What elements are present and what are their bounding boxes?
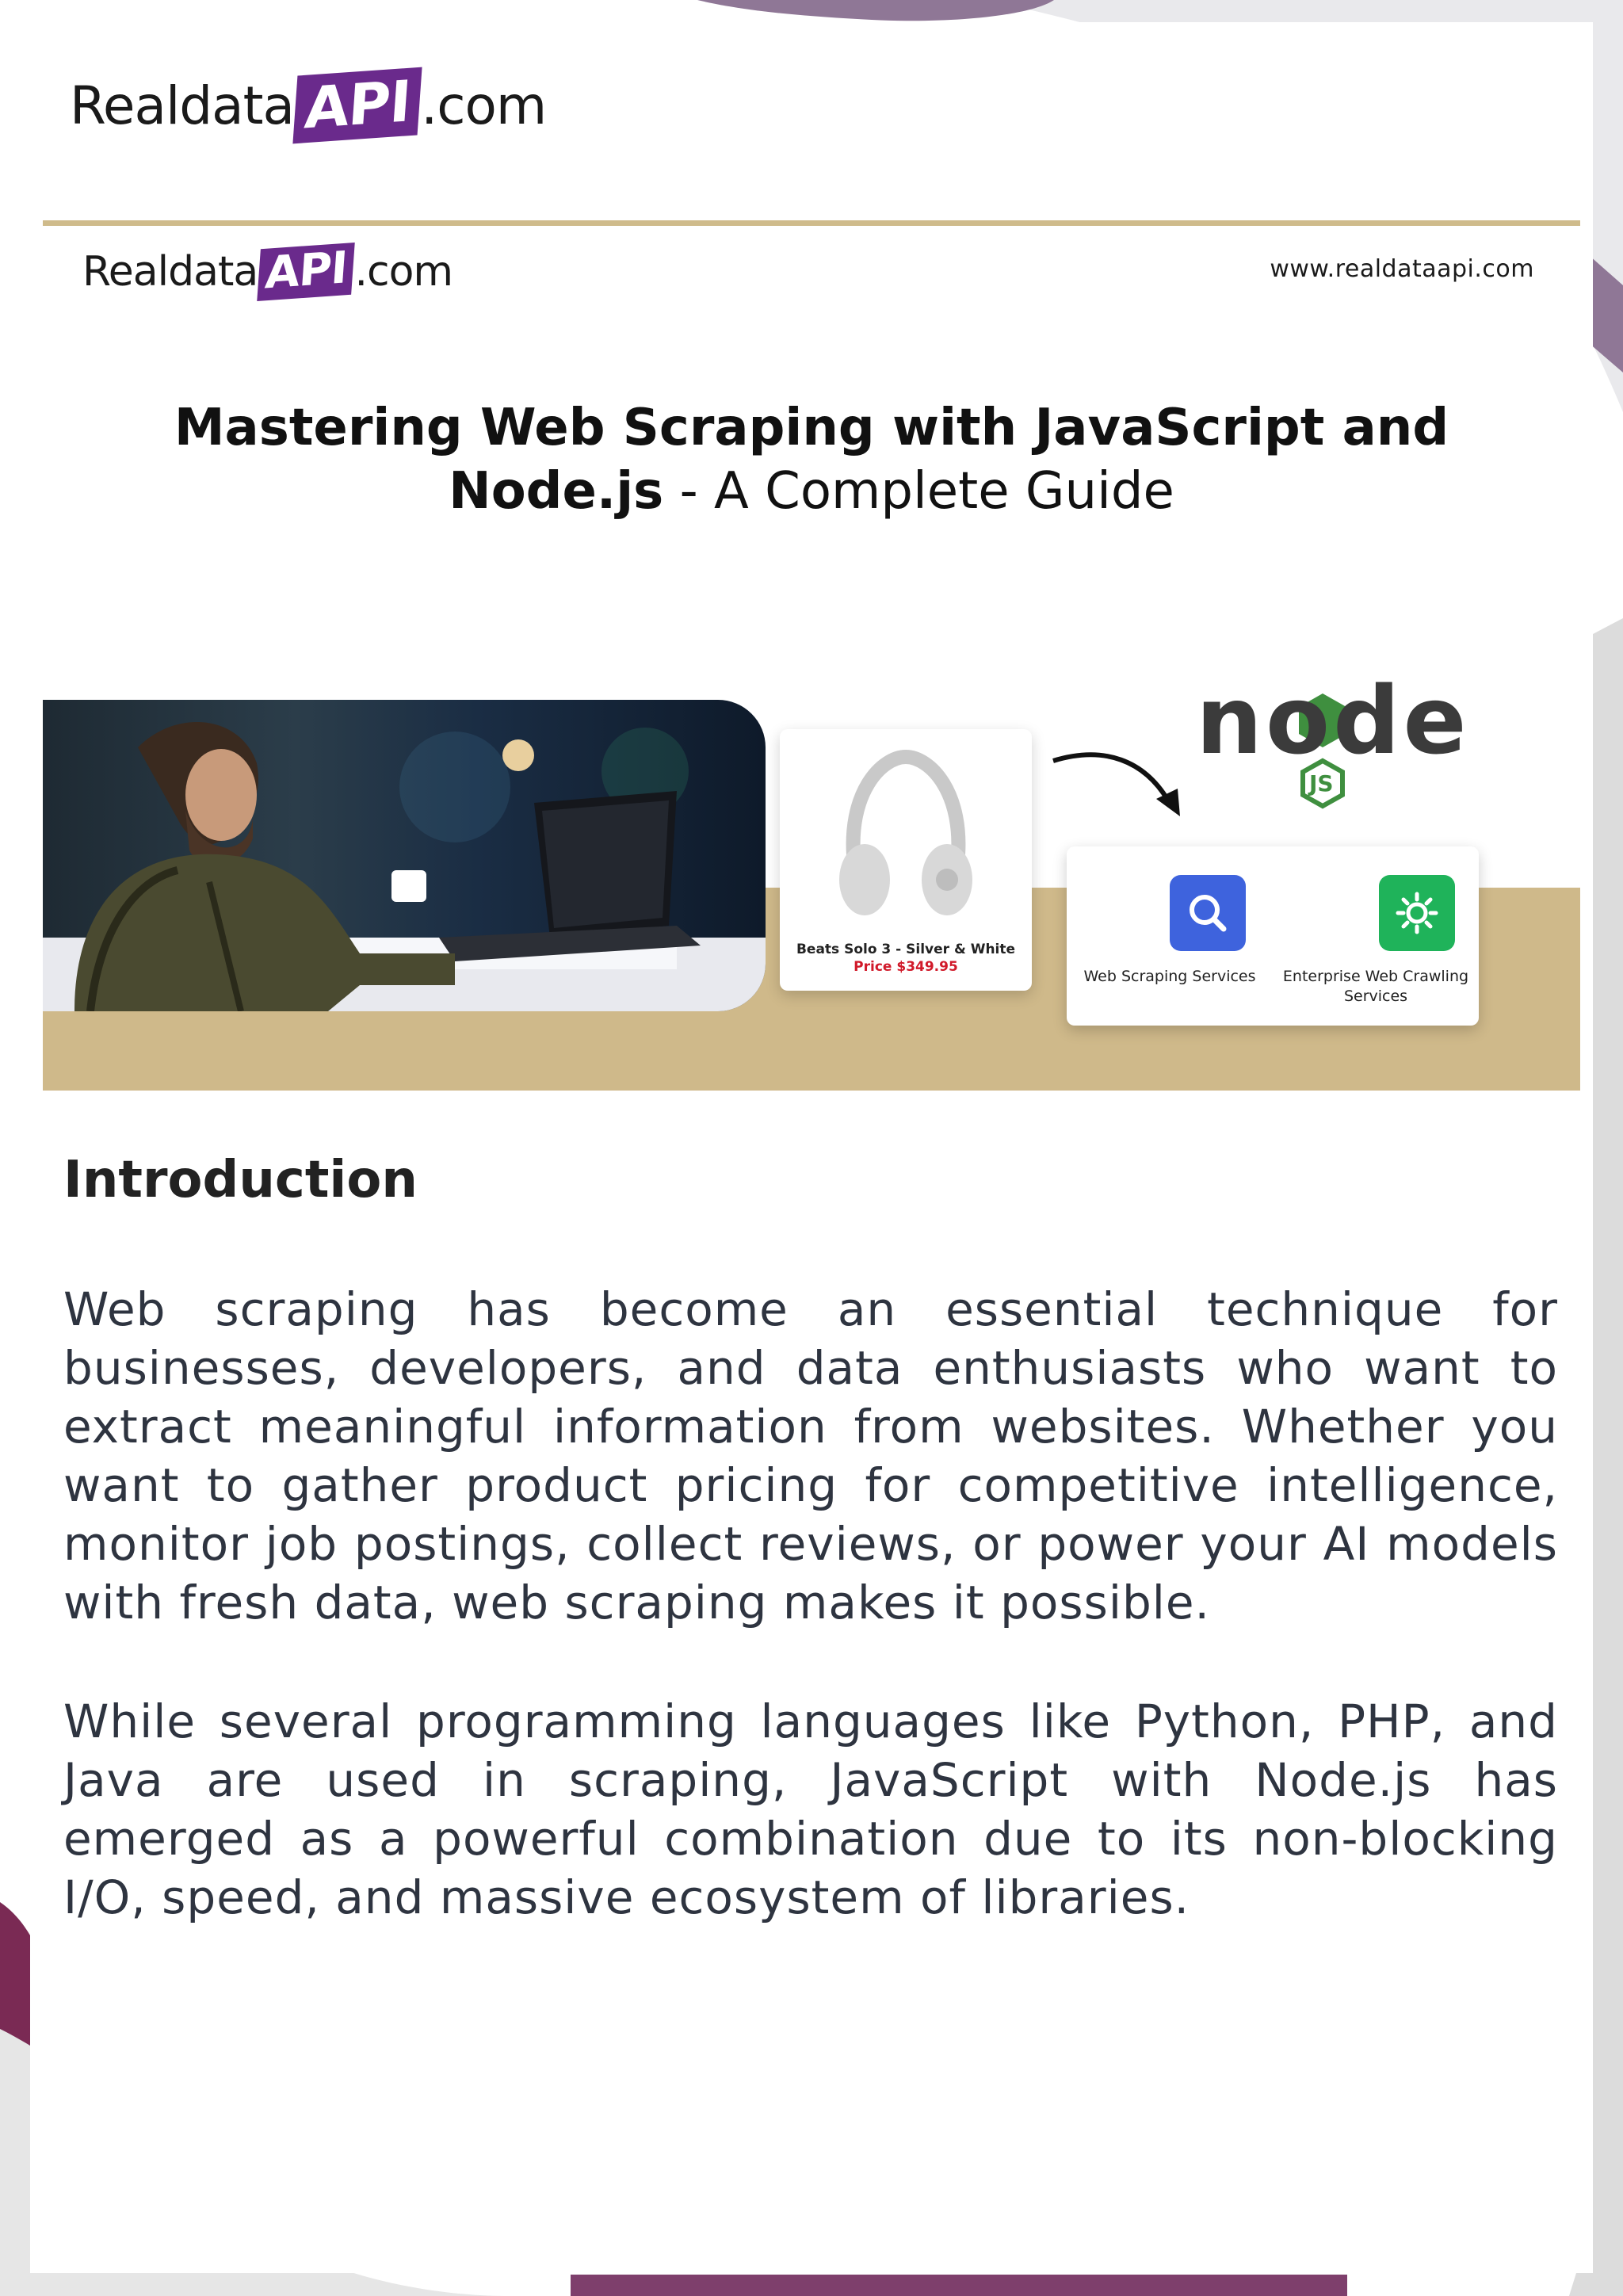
logo-api-badge: API <box>257 243 355 301</box>
product-card[interactable] <box>780 729 1032 991</box>
product-name: Beats Solo 3 - Silver & White <box>796 942 1016 957</box>
logo-api-badge: API <box>292 67 422 144</box>
title-line-2-normal: - A Complete Guide <box>663 462 1174 521</box>
nodejs-logo <box>1188 666 1505 824</box>
nodejs-js-label: JS <box>1309 770 1334 797</box>
section-heading: Introduction <box>63 1151 418 1209</box>
logo-suffix: .com <box>354 248 453 296</box>
document-page <box>30 22 1593 2273</box>
web-scraping-service-button[interactable] <box>1170 875 1246 951</box>
logo-suffix: .com <box>421 74 547 136</box>
intro-paragraph-2: While several programming languages like Python, PHP, and Java are used in scraping, JavaScript with Node.js has emerged as a powerful combination due to its non-blocking I/O, speed, and massive ecosystem of libraries. <box>63 1694 1558 1924</box>
website-link[interactable]: www.realdataapi.com <box>1270 255 1534 283</box>
developer-photo <box>43 700 766 1011</box>
title-line-1: Mastering Web Scraping with JavaScript and <box>174 399 1449 457</box>
brand-logo-inline[interactable] <box>82 242 453 300</box>
gear-icon <box>1379 875 1455 951</box>
hero-banner <box>43 555 1580 1091</box>
search-icon <box>1170 875 1246 951</box>
brand-logo-header[interactable] <box>70 67 547 142</box>
title-line-2-bold: Node.js <box>449 462 664 521</box>
services-card <box>1067 846 1479 1026</box>
logo-prefix: Realdata <box>82 248 258 296</box>
service-label-web-scraping: Web Scraping Services <box>1083 968 1256 985</box>
document-title <box>119 396 1504 523</box>
product-price: Price $349.95 <box>854 959 958 975</box>
header-divider <box>43 220 1580 226</box>
nodejs-wordmark: node <box>1196 666 1470 775</box>
web-crawling-service-button[interactable] <box>1379 875 1455 951</box>
service-label-web-crawling: Enterprise Web Crawling Services <box>1282 968 1469 1005</box>
headphones-icon <box>827 745 985 927</box>
intro-paragraph-1: Web scraping has become an essential technique for businesses, developers, and data enthusiasts who want to extract meaningful information from websites. Whether you want to gather product pricing for competitive intelligence, monitor job postings, collect reviews, or power your AI models with fresh data, web scraping makes it possible. <box>63 1282 1558 1629</box>
logo-prefix: Realdata <box>70 74 294 136</box>
